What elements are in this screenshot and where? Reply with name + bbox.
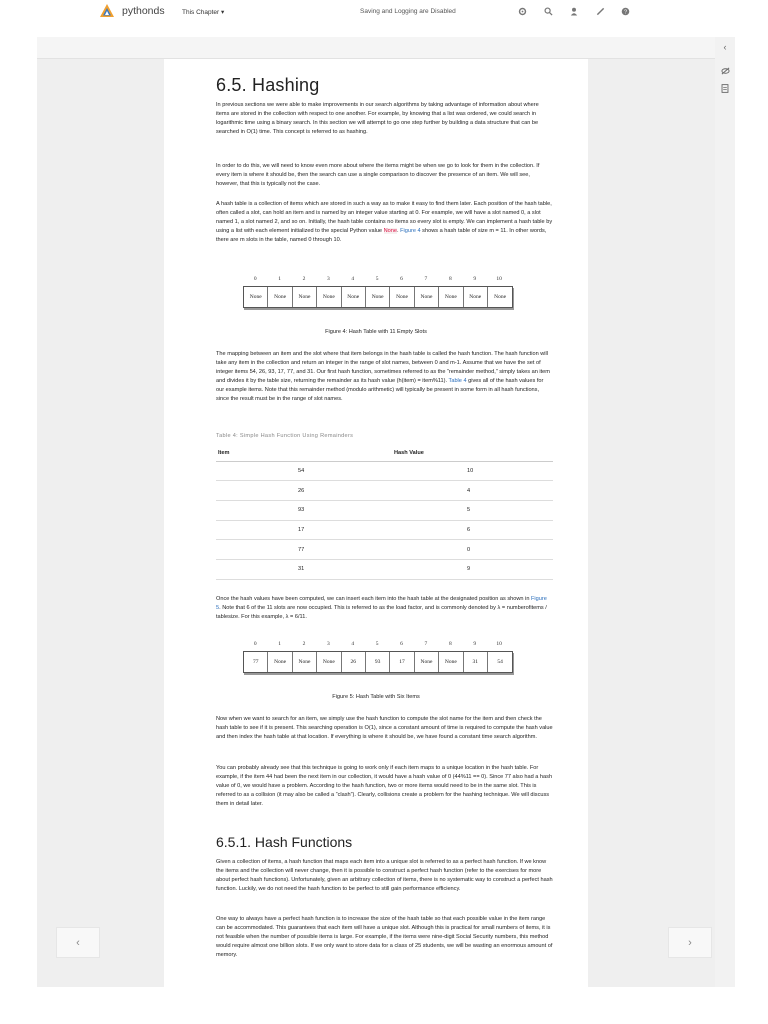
item-cell: 31: [216, 559, 394, 579]
figure-4-hash-table: [243, 276, 513, 308]
hash-slot: None: [317, 652, 341, 672]
slot-index: 10: [496, 641, 502, 647]
hash-slot: None: [268, 652, 292, 672]
slot-index: 0: [253, 641, 257, 647]
main-content: [164, 59, 588, 987]
table-header-row: [216, 446, 553, 461]
slot-index: 5: [375, 276, 379, 282]
chevron-right-icon: ›: [688, 936, 692, 949]
figure-5-caption: Figure 5: Hash Table with Six Items: [332, 694, 420, 700]
hash-slot: None: [464, 287, 488, 307]
right-gutter: [715, 37, 735, 987]
brand-name[interactable]: pythonds: [122, 5, 165, 17]
hash-value-cell: 9: [394, 559, 553, 579]
inline-code-none: None: [383, 228, 397, 234]
help-icon[interactable]: [619, 5, 631, 17]
slot-row: [243, 286, 513, 308]
hash-slot: None: [293, 652, 317, 672]
paragraph-6: Now when we want to search for an item, we simply use the hash function to compute the slot name for the item and then check the hash table to see if it is present. This searching operation is O(1), since a constant amount of time is required to compute the hash value and then index the hash table at that location. If everything is where it should be, we have found a constant time search algorithm.: [216, 716, 553, 740]
notes-icon[interactable]: [718, 81, 732, 95]
slot-index: 4: [351, 276, 355, 282]
slot-index-row: [243, 641, 513, 651]
prev-page-button[interactable]: [56, 927, 100, 958]
hash-slot: None: [244, 287, 268, 307]
hash-value-cell: 10: [394, 461, 553, 481]
column-header-item: Item: [216, 446, 394, 461]
table-row: [216, 520, 553, 540]
figure-4-caption: Figure 4: Hash Table with 11 Empty Slots: [325, 329, 427, 335]
paragraph-5: Once the hash values have been computed, we can insert each item into the hash table at the designated position as shown in Figure 5. Note that 6 of the 11 slots are now occupied. This is referred to as the load factor, and is commonly denoted by λ = numberofitems / tablesize. For this example, λ = 6/11.: [216, 596, 547, 620]
intro-paragraph: In previous sections we were able to make improvements in our search algorithms by taking advantage of information about where items are stored in the collection with respect to one another. For example, by knowing that a list was ordered, we could search in logarithmic time using a binary search. In this section we will attempt to go one step further by building a data structure that can be searched in O(1) time. This concept is referred to as hashing.: [216, 102, 539, 135]
paragraph-2: In order to do this, we will need to know even more about where the items might be when we go to look for them in the collection. If every item is where it should be, then the search can use a single comparison to discover the presence of an item. We will see, however, that this is typically not the case.: [216, 163, 540, 187]
slot-index: 6: [400, 276, 403, 282]
hash-slot: None: [439, 652, 463, 672]
hash-slot: None: [366, 287, 390, 307]
logging-status: Saving and Logging are Disabled: [360, 8, 456, 15]
figure-5-hash-table: [243, 641, 513, 673]
collapse-arrow-icon[interactable]: ‹: [723, 42, 727, 52]
paragraph-3: A hash table is a collection of items which are stored in such a way as to make it easy to find them later. Each position of the hash table, often called a slot, can hold an item and is named by an integer value starting at 0. For example, we will have a slot named 0, a slot named 1, a slot named 2, and so on. Initially, the hash table contains no items so every slot is empty. We can implement a hash table by using a list with each element initialized to the special Python value None. Figure 4 shows a hash table of size m = 11. In other words, there are m slots in the table, named 0 through 10.: [216, 201, 553, 243]
slot-index: 3: [326, 641, 330, 647]
hash-slot: None: [342, 287, 366, 307]
slot-index: 3: [326, 276, 330, 282]
hash-slot: None: [390, 287, 414, 307]
table-row: [216, 481, 553, 501]
page-title: 6.5. Hashing: [216, 75, 320, 95]
item-cell: 17: [216, 520, 394, 540]
slot-index: 0: [253, 276, 257, 282]
slot-index: 10: [496, 276, 502, 282]
table-row: [216, 540, 553, 560]
slot-index: 1: [278, 641, 281, 647]
paragraph-4: The mapping between an item and the slot where that item belongs in the hash table is called the hash function. The hash function will take any item in the collection and return an integer in the range of slot names, between 0 and m-1. Assume that we have the set of integer items 54, 26, 93, 17, 77, and 31. Our first hash function, sometimes referred to as the “remainder method,” simply takes an item and divides it by the table size, returning the remainder as its hash value (h(item) = item%11). Table 4 gives all of the hash values for our example items. Note that this remainder method (modulo arithmetic) will typically be present in some form in all hash functions, since the result must be in the range of slot names.: [216, 351, 550, 402]
svg-text:?: ?: [623, 9, 627, 16]
paragraph-7: You can probably already see that this technique is going to work only if each item maps to a unique location in the hash table. For example, if the item 44 had been the next item in our collection, it would have a hash value of 0 (44%11 == 0). Since 77 also had a hash value of 0, we would have a problem. According to the hash function, two or more items would need to be in the same slot. This is referred to as a collision (it may also be called a “clash”). Clearly, collisions create a problem for the hashing technique. We will discuss them in detail later.: [216, 765, 553, 807]
next-page-button[interactable]: [668, 927, 712, 958]
slot-index: 2: [302, 276, 306, 282]
hash-slot: None: [494, 294, 507, 300]
slot-index: 5: [375, 641, 379, 647]
hash-slot: 54: [497, 659, 503, 665]
slot-index: 2: [302, 641, 306, 647]
settings-icon[interactable]: [516, 5, 528, 17]
hash-slot: None: [268, 287, 292, 307]
top-navbar: [37, 37, 715, 59]
hash-slot: None: [293, 287, 317, 307]
hide-icon[interactable]: [718, 64, 732, 78]
slot-index: 1: [278, 276, 281, 282]
hash-value-cell: 0: [394, 540, 553, 560]
slot-index: 9: [473, 641, 477, 647]
slot-index: 7: [424, 276, 428, 282]
item-cell: 77: [216, 540, 394, 560]
table-row: [216, 461, 553, 481]
slot-index: 4: [351, 641, 355, 647]
item-cell: 26: [216, 481, 394, 501]
table-4-link[interactable]: Table 4: [448, 378, 467, 384]
hash-value-cell: 6: [394, 520, 553, 540]
column-header-hash-value: Hash Value: [394, 446, 553, 461]
item-cell: 93: [216, 500, 394, 520]
table-row: [216, 559, 553, 579]
chevron-left-icon: ‹: [76, 936, 80, 949]
hash-value-cell: 4: [394, 481, 553, 501]
hash-slot: 17: [390, 652, 414, 672]
hash-slot: 31: [464, 652, 488, 672]
section-heading: 6.5.1. Hash Functions: [216, 834, 353, 850]
table-4-caption: Table 4: Simple Hash Function Using Remainders: [216, 433, 354, 439]
item-cell: 54: [216, 461, 394, 481]
slot-index: 8: [448, 641, 452, 647]
hash-slot: None: [415, 652, 439, 672]
pencil-icon[interactable]: [594, 5, 606, 17]
hash-value-cell: 5: [394, 500, 553, 520]
runestone-logo-icon[interactable]: [99, 3, 115, 19]
figure-5-link[interactable]: Figure 5: [216, 596, 547, 611]
hash-slot: None: [317, 287, 341, 307]
figure-4-link[interactable]: Figure 4: [400, 228, 421, 234]
slot-index: 9: [473, 276, 477, 282]
table-row: [216, 500, 553, 520]
user-icon[interactable]: [568, 5, 580, 17]
hash-slot: 77: [244, 652, 268, 672]
slot-index-row: [243, 276, 513, 286]
paragraph-8: Given a collection of items, a hash function that maps each item into a unique slot is referred to as a perfect hash function. If we know the items and the collection will never change, then it is possible to construct a perfect hash function (refer to the exercises for more about perfect hash functions). Unfortunately, given an arbitrary collection of items, there is no systematic way to construct a perfect hash function. Luckily, we do not need the hash function to be perfect to still gain performance efficiency.: [216, 859, 553, 892]
hash-slot: None: [415, 287, 439, 307]
search-icon[interactable]: [542, 5, 554, 17]
hash-value-table: [216, 446, 553, 580]
paragraph-9: One way to always have a perfect hash function is to increase the size of the hash table so that each possible value in the item range can be accommodated. This guarantees that each item will have a unique slot. Although this is practical for small numbers of items, it is not feasible when the number of possible items is large. For example, if the items were nine-digit Social Security numbers, this method would require almost one billion slots. If we only want to store data for a class of 25 students, we will be wasting an enormous amount of memory.: [216, 916, 553, 958]
slot-index: 8: [448, 276, 452, 282]
slot-index: 7: [424, 641, 428, 647]
slot-row: [243, 651, 513, 673]
hash-slot: 26: [342, 652, 366, 672]
slot-index: 6: [400, 641, 403, 647]
chapter-menu[interactable]: This Chapter ▾: [182, 9, 225, 16]
hash-slot: 93: [366, 652, 390, 672]
hash-slot: None: [439, 287, 463, 307]
